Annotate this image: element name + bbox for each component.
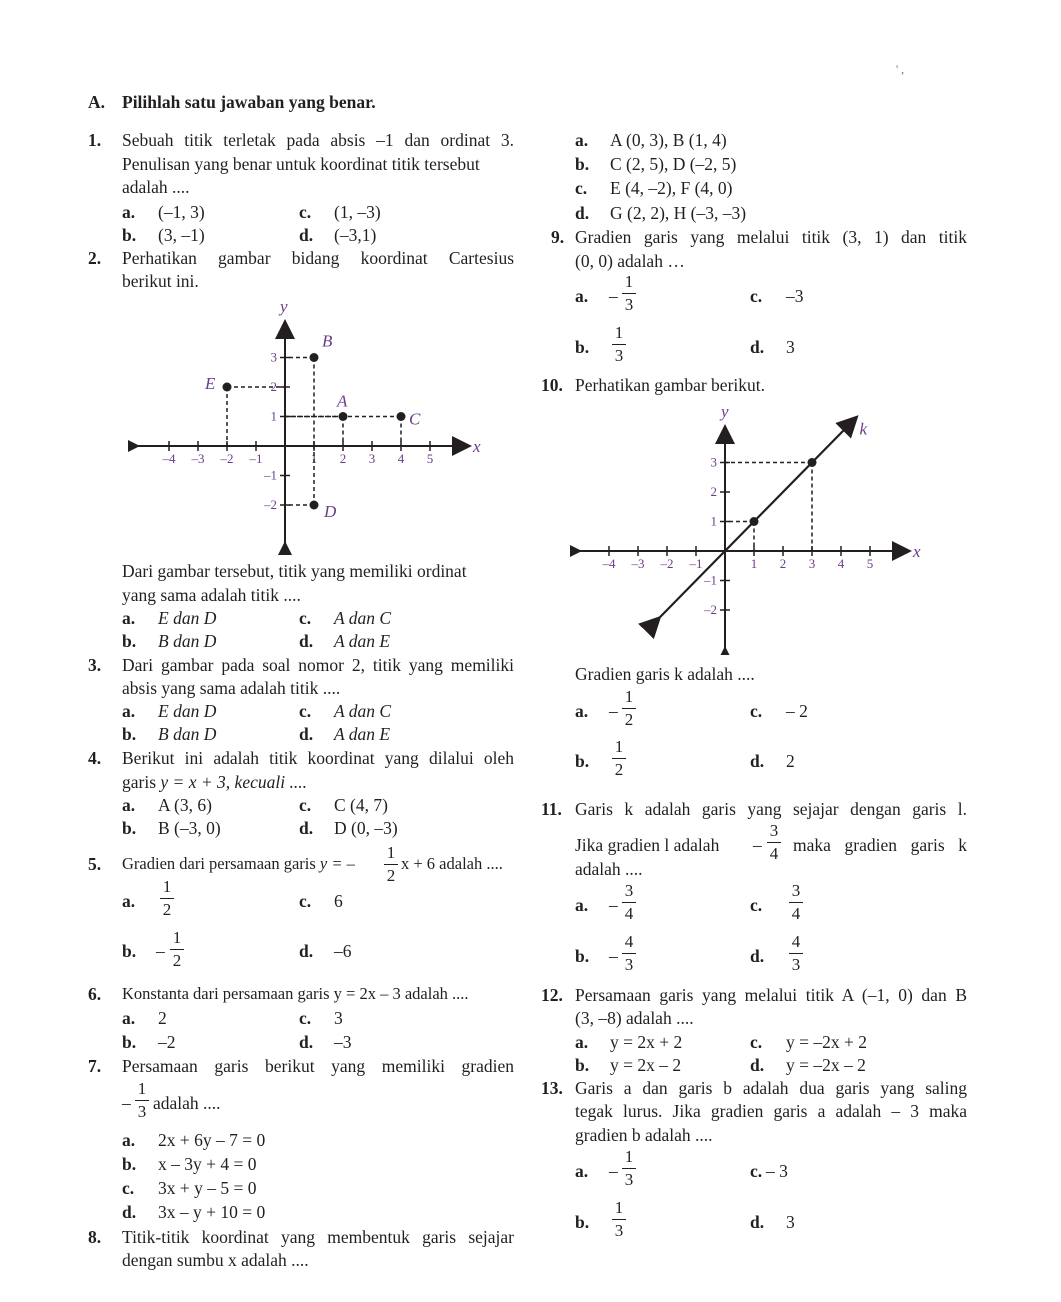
q1-b-label[interactable]: b.	[122, 225, 137, 245]
point-label-C: C	[409, 409, 421, 429]
q13-c-text[interactable]: – 3	[766, 1161, 788, 1181]
q2-a-text[interactable]: E dan D	[158, 608, 217, 628]
q10-b-fraction[interactable]	[612, 737, 626, 780]
x-tick-label: 1	[310, 451, 318, 466]
fraction-bar	[612, 758, 626, 759]
q5-b-sign[interactable]: –	[156, 941, 165, 961]
q5-b-denominator: 2	[172, 951, 182, 970]
q5-b-numerator: 1	[172, 928, 182, 947]
q4-c-text[interactable]: C (4, 7)	[334, 795, 388, 815]
fraction-bar	[622, 953, 636, 954]
q12-a-label[interactable]: a.	[575, 1032, 589, 1052]
x-tick-label: –2	[220, 451, 234, 466]
x-tick-label: 5	[866, 556, 874, 571]
fraction-bar	[160, 898, 174, 899]
q2-number: 2.	[88, 248, 102, 268]
q13-line1: Garis a dan garis b adalah dua garis yang saling	[575, 1078, 967, 1098]
q5-b-fraction[interactable]	[170, 928, 184, 971]
q8-b-text[interactable]: C (2, 5), D (–2, 5)	[610, 154, 737, 174]
q1-line1: Sebuah titik terletak pada absis –1 dan ordinat 3.	[122, 130, 514, 150]
x-tick-label: –1	[689, 556, 703, 571]
q3-b-label[interactable]: b.	[122, 724, 137, 744]
q1-line3: adalah ....	[122, 177, 190, 197]
x-tick-label: –4	[162, 451, 176, 466]
q2-c-text[interactable]: A dan C	[334, 608, 392, 628]
q11-d-numerator: 4	[791, 932, 801, 951]
q4-line2-pre: garis	[122, 772, 161, 792]
q10-b-denominator: 2	[614, 760, 624, 779]
q10-b-numerator: 1	[614, 737, 624, 756]
q4-c-label[interactable]: c.	[299, 795, 312, 815]
q6-number: 6.	[88, 984, 102, 1004]
q7-d-label[interactable]: d.	[122, 1202, 137, 1222]
point-B	[310, 353, 319, 362]
x-tick-label: –1	[249, 451, 263, 466]
q13-line2: tegak lurus. Jika gradien garis a adalah – 3 maka	[575, 1101, 967, 1121]
x-axis-label: x	[913, 542, 921, 561]
q11-a-denominator: 4	[624, 904, 634, 923]
x-tick-label: 2	[779, 556, 787, 571]
fraction-bar	[622, 708, 636, 709]
q8-a-label[interactable]: a.	[575, 130, 589, 150]
x-tick-label: –4	[602, 556, 616, 571]
q9-line1: Gradien garis yang melalui titik (3, 1) dan titik	[575, 227, 967, 247]
q1-b-text[interactable]: (3, –1)	[158, 225, 205, 245]
q13-d-label[interactable]: d.	[750, 1212, 765, 1232]
q8-line2: dengan sumbu x adalah ....	[122, 1250, 309, 1270]
q3-number: 3.	[88, 655, 102, 675]
q8-c-text[interactable]: E (4, –2), F (4, 0)	[610, 178, 733, 198]
q12-d-label[interactable]: d.	[750, 1055, 765, 1075]
point-label-A: A	[337, 391, 348, 411]
q12-d-text[interactable]: y = –2x – 2	[786, 1055, 866, 1075]
q4-number: 4.	[88, 748, 102, 768]
q8-c-label[interactable]: c.	[575, 178, 588, 198]
q5-number: 5.	[88, 854, 102, 874]
q7-a-text[interactable]: 2x + 6y – 7 = 0	[158, 1130, 266, 1150]
q1-line2: Penulisan yang benar untuk koordinat titik tersebut	[122, 154, 480, 174]
q10-c-label[interactable]: c.	[750, 701, 763, 721]
fraction-bar	[622, 1168, 636, 1169]
q13-a-fraction[interactable]	[622, 1147, 636, 1190]
y-tick-label: 3	[270, 349, 277, 365]
y-tick-label: 1	[270, 408, 277, 424]
q10-line1: Perhatikan gambar berikut.	[575, 375, 766, 395]
q5-text	[122, 853, 355, 875]
q13-line3: gradien b adalah ....	[575, 1125, 713, 1145]
y-tick-label: –1	[704, 572, 717, 588]
q13-b-numerator: 1	[614, 1198, 624, 1217]
q10-a-fraction[interactable]	[622, 687, 636, 730]
q6-d-label[interactable]: d.	[299, 1032, 314, 1052]
q5-a-numerator: 1	[162, 877, 172, 896]
q8-a-text[interactable]: A (0, 3), B (1, 4)	[610, 130, 727, 150]
q9-c-text[interactable]: –3	[786, 286, 804, 306]
y-tick-label: 1	[710, 513, 717, 529]
q5-c-text[interactable]: 6	[334, 891, 343, 911]
point-C	[397, 412, 406, 421]
q7-d-text[interactable]: 3x – y + 10 = 0	[158, 1202, 266, 1222]
y-axis-label: y	[721, 402, 729, 421]
q2-d-text[interactable]: A dan E	[334, 631, 391, 651]
x-tick-label: 4	[397, 451, 405, 466]
q11-number: 11.	[541, 799, 562, 819]
q2-b-label[interactable]: b.	[122, 631, 137, 651]
x-tick-label: –3	[631, 556, 645, 571]
q4-a-text[interactable]: A (3, 6)	[158, 795, 212, 815]
y-tick-label: –1	[264, 467, 277, 483]
q13-a-label[interactable]: a.	[575, 1161, 589, 1181]
q6-a-label[interactable]: a.	[122, 1008, 136, 1028]
fraction-bar	[789, 953, 803, 954]
q11-c-numerator: 3	[791, 881, 801, 900]
q3-line1: Dari gambar pada soal nomor 2, titik yang memiliki	[122, 655, 514, 675]
q1-c-text[interactable]: (1, –3)	[334, 202, 381, 222]
q3-c-label[interactable]: c.	[299, 701, 312, 721]
point-D	[310, 501, 319, 510]
q11-d-denominator: 3	[791, 955, 801, 974]
q11-b-denominator: 3	[624, 955, 634, 974]
q4-b-text[interactable]: B (–3, 0)	[158, 818, 221, 838]
section-title: Pilihlah satu jawaban yang benar.	[122, 92, 376, 112]
q5-a-label[interactable]: a.	[122, 891, 136, 911]
q12-c-label[interactable]: c.	[750, 1032, 763, 1052]
q10-b-label[interactable]: b.	[575, 751, 590, 771]
q13-a-sign[interactable]: –	[609, 1161, 618, 1181]
q11-b-sign[interactable]: –	[609, 946, 618, 966]
q9-b-numerator: 1	[614, 323, 624, 342]
x-tick-label: 5	[426, 451, 434, 466]
q8-d-text[interactable]: G (2, 2), H (–3, –3)	[610, 203, 747, 223]
q13-a-denominator: 3	[624, 1170, 634, 1189]
section-letter: A.	[88, 92, 106, 112]
q5-eq-numerator: 1	[386, 843, 396, 862]
q12-a-text[interactable]: y = 2x + 2	[610, 1032, 683, 1052]
q6-line1: Konstanta dari persamaan garis y = 2x – 3 adalah ....	[122, 984, 469, 1003]
q6-c-label[interactable]: c.	[299, 1008, 312, 1028]
point-label-D: D	[324, 502, 337, 521]
q3-line2: absis yang sama adalah titik ....	[122, 678, 341, 698]
fraction-bar	[622, 902, 636, 903]
q10-stem: Gradien garis k adalah ....	[575, 664, 755, 684]
q3-a-label[interactable]: a.	[122, 701, 136, 721]
x-tick-label: 1	[750, 556, 758, 571]
q5-a-denominator: 2	[162, 900, 172, 919]
q10-number: 10.	[541, 375, 563, 395]
line-k-label: k	[859, 419, 868, 439]
q7-c-label[interactable]: c.	[122, 1178, 135, 1198]
q4-line2-eq: y = x + 3, kecuali ....	[160, 772, 307, 792]
q11-line2-denominator: 4	[769, 844, 779, 863]
q5-eq-denominator: 2	[386, 866, 396, 885]
q3-b-text[interactable]: B dan D	[158, 724, 217, 744]
q10-a-denominator: 2	[624, 710, 634, 729]
x-tick-label: 2	[339, 451, 347, 466]
q11-a-label[interactable]: a.	[575, 895, 589, 915]
corner-marks: ' ,	[896, 62, 905, 76]
q9-number: 9.	[551, 227, 565, 247]
q12-b-text[interactable]: y = 2x – 2	[610, 1055, 682, 1075]
q11-d-label[interactable]: d.	[750, 946, 765, 966]
x-tick-label: –3	[191, 451, 205, 466]
y-tick-label: –2	[264, 497, 277, 512]
q7-b-label[interactable]: b.	[122, 1154, 137, 1174]
q9-a-fraction[interactable]	[622, 272, 636, 315]
q13-b-label[interactable]: b.	[575, 1212, 590, 1232]
q2-a-label[interactable]: a.	[122, 608, 136, 628]
q5-eq-right: x + 6 adalah ....	[401, 854, 503, 873]
x-tick-label: 4	[837, 556, 845, 571]
q2-line1: Perhatikan gambar bidang koordinat Cartesius	[122, 248, 514, 268]
q4-line1: Berikut ini adalah titik koordinat yang dilalui oleh	[122, 748, 514, 768]
q10-d-label[interactable]: d.	[750, 751, 765, 771]
q7-a-label[interactable]: a.	[122, 1130, 136, 1150]
x-tick-label: –2	[660, 556, 674, 571]
q10-a-sign[interactable]: –	[609, 701, 618, 721]
fraction-bar	[135, 1100, 149, 1101]
point-E	[223, 383, 232, 392]
q3-a-text[interactable]: E dan D	[158, 701, 217, 721]
coordinate-graph-2	[570, 400, 930, 655]
y-tick-label: 2	[270, 379, 277, 394]
q9-b-denominator: 3	[614, 346, 624, 365]
line-point	[808, 458, 817, 467]
q11-c-label[interactable]: c.	[750, 895, 763, 915]
q13-a-numerator: 1	[624, 1147, 634, 1166]
q13-c-label[interactable]: c.	[750, 1161, 763, 1181]
fraction-bar	[789, 902, 803, 903]
q6-b-text[interactable]: –2	[158, 1032, 176, 1052]
q2-b-text[interactable]: B dan D	[158, 631, 217, 651]
q5-d-text[interactable]: –6	[334, 941, 352, 961]
q10-d-text[interactable]: 2	[786, 751, 795, 771]
q7-numerator: 1	[137, 1079, 147, 1098]
q7-line1: Persamaan garis berikut yang memiliki gradien	[122, 1056, 514, 1076]
q4-d-label[interactable]: d.	[299, 818, 314, 838]
q11-line3: adalah ....	[575, 859, 643, 879]
q5-d-label[interactable]: d.	[299, 941, 314, 961]
q11-c-denominator: 4	[791, 904, 801, 923]
q11-b-numerator: 4	[624, 932, 634, 951]
q9-a-sign[interactable]: –	[609, 286, 618, 306]
q4-d-text[interactable]: D (0, –3)	[334, 818, 398, 838]
x-tick-label: 3	[808, 556, 816, 571]
point-label-B: B	[322, 331, 333, 351]
q11-line2-fraction	[767, 821, 781, 864]
y-tick-label: 2	[710, 484, 717, 499]
q11-b-label[interactable]: b.	[575, 946, 590, 966]
q2-c-label[interactable]: c.	[299, 608, 312, 628]
q1-c-label[interactable]: c.	[299, 202, 312, 222]
q11-b-fraction[interactable]	[622, 932, 636, 975]
q3-d-text[interactable]: A dan E	[334, 724, 391, 744]
q5-pre: Gradien dari persamaan garis	[122, 854, 320, 873]
q6-d-text[interactable]: –3	[334, 1032, 352, 1052]
q12-c-text[interactable]: y = –2x + 2	[786, 1032, 867, 1052]
point-label-E: E	[205, 374, 216, 393]
q7-fraction	[135, 1079, 149, 1122]
q9-line2: (0, 0) adalah …	[575, 251, 685, 271]
q7-line2: adalah ....	[153, 1093, 221, 1113]
q7-denominator: 3	[137, 1102, 147, 1121]
q13-d-text[interactable]: 3	[786, 1212, 795, 1232]
line-point	[750, 517, 759, 526]
y-axis-label: y	[280, 297, 288, 316]
fraction-bar	[767, 842, 781, 843]
fraction-bar	[622, 293, 636, 294]
q1-a-label[interactable]: a.	[122, 202, 136, 222]
coordinate-graph-1	[128, 295, 498, 555]
q12-b-label[interactable]: b.	[575, 1055, 590, 1075]
fraction-bar	[612, 1219, 626, 1220]
q9-d-label[interactable]: d.	[750, 337, 765, 357]
q13-number: 13.	[541, 1078, 563, 1098]
q10-c-text[interactable]: – 2	[786, 701, 808, 721]
q2-stem-line1: Dari gambar tersebut, titik yang memiliki ordinat	[122, 561, 467, 581]
q9-b-fraction[interactable]	[612, 323, 626, 366]
q3-c-text[interactable]: A dan C	[334, 701, 392, 721]
q7-b-text[interactable]: x – 3y + 4 = 0	[158, 1154, 257, 1174]
q11-d-fraction[interactable]	[789, 932, 803, 975]
q5-c-label[interactable]: c.	[299, 891, 312, 911]
x-tick-label: 3	[368, 451, 376, 466]
q5-a-fraction[interactable]	[160, 877, 174, 920]
q13-b-fraction[interactable]	[612, 1198, 626, 1241]
q4-b-label[interactable]: b.	[122, 818, 137, 838]
fraction-bar	[612, 344, 626, 345]
q9-b-label[interactable]: b.	[575, 337, 590, 357]
q8-number: 8.	[88, 1227, 102, 1247]
q4-line2	[122, 771, 307, 793]
q13-b-denominator: 3	[614, 1221, 624, 1240]
q3-d-label[interactable]: d.	[299, 724, 314, 744]
q2-stem-line2: yang sama adalah titik ....	[122, 585, 301, 605]
q2-d-label[interactable]: d.	[299, 631, 314, 651]
q8-b-label[interactable]: b.	[575, 154, 590, 174]
q9-a-numerator: 1	[624, 272, 634, 291]
q7-sign: –	[122, 1093, 131, 1113]
q9-a-label[interactable]: a.	[575, 286, 589, 306]
q11-a-sign[interactable]: –	[609, 895, 618, 915]
q11-line2-post: maka gradien garis k	[793, 835, 967, 855]
q11-line1: Garis k adalah garis yang sejajar dengan garis l.	[575, 799, 967, 819]
q11-line2-pre: Jika gradien l adalah	[575, 835, 720, 855]
q1-d-label[interactable]: d.	[299, 225, 314, 245]
q12-line2: (3, –8) adalah ....	[575, 1008, 694, 1028]
q7-c-text[interactable]: 3x + y – 5 = 0	[158, 1178, 257, 1198]
q11-c-fraction[interactable]	[789, 881, 803, 924]
q7-number: 7.	[88, 1056, 102, 1076]
q10-a-numerator: 1	[624, 687, 634, 706]
q5-b-label[interactable]: b.	[122, 941, 137, 961]
q10-a-label[interactable]: a.	[575, 701, 589, 721]
q2-line2: berikut ini.	[122, 271, 199, 291]
x-axis-label: x	[473, 437, 481, 456]
fraction-bar	[170, 949, 184, 950]
q9-d-text[interactable]: 3	[786, 337, 795, 357]
q11-a-numerator: 3	[624, 881, 634, 900]
q12-line1: Persamaan garis yang melalui titik A (–1, 0) dan B	[575, 985, 967, 1005]
q6-c-text[interactable]: 3	[334, 1008, 343, 1028]
q8-line1: Titik-titik koordinat yang membentuk garis sejajar	[122, 1227, 514, 1247]
q8-d-label[interactable]: d.	[575, 203, 590, 223]
q11-line2-numerator: 3	[769, 821, 779, 840]
q11-a-fraction[interactable]	[622, 881, 636, 924]
q9-c-label[interactable]: c.	[750, 286, 763, 306]
y-tick-label: –2	[704, 602, 717, 617]
q11-line2-sign: –	[753, 835, 762, 855]
q1-d-text[interactable]: (–3,1)	[334, 225, 377, 245]
q1-a-text[interactable]: (–1, 3)	[158, 202, 205, 222]
y-tick-label: 3	[710, 454, 717, 470]
q12-number: 12.	[541, 985, 563, 1005]
q5-eq-fraction	[384, 843, 398, 886]
q6-b-label[interactable]: b.	[122, 1032, 137, 1052]
q5-eq-left: y = –	[319, 854, 355, 873]
q1-number: 1.	[88, 130, 102, 150]
q9-a-denominator: 3	[624, 295, 634, 314]
q6-a-text[interactable]: 2	[158, 1008, 167, 1028]
fraction-bar	[384, 864, 398, 865]
q4-a-label[interactable]: a.	[122, 795, 136, 815]
